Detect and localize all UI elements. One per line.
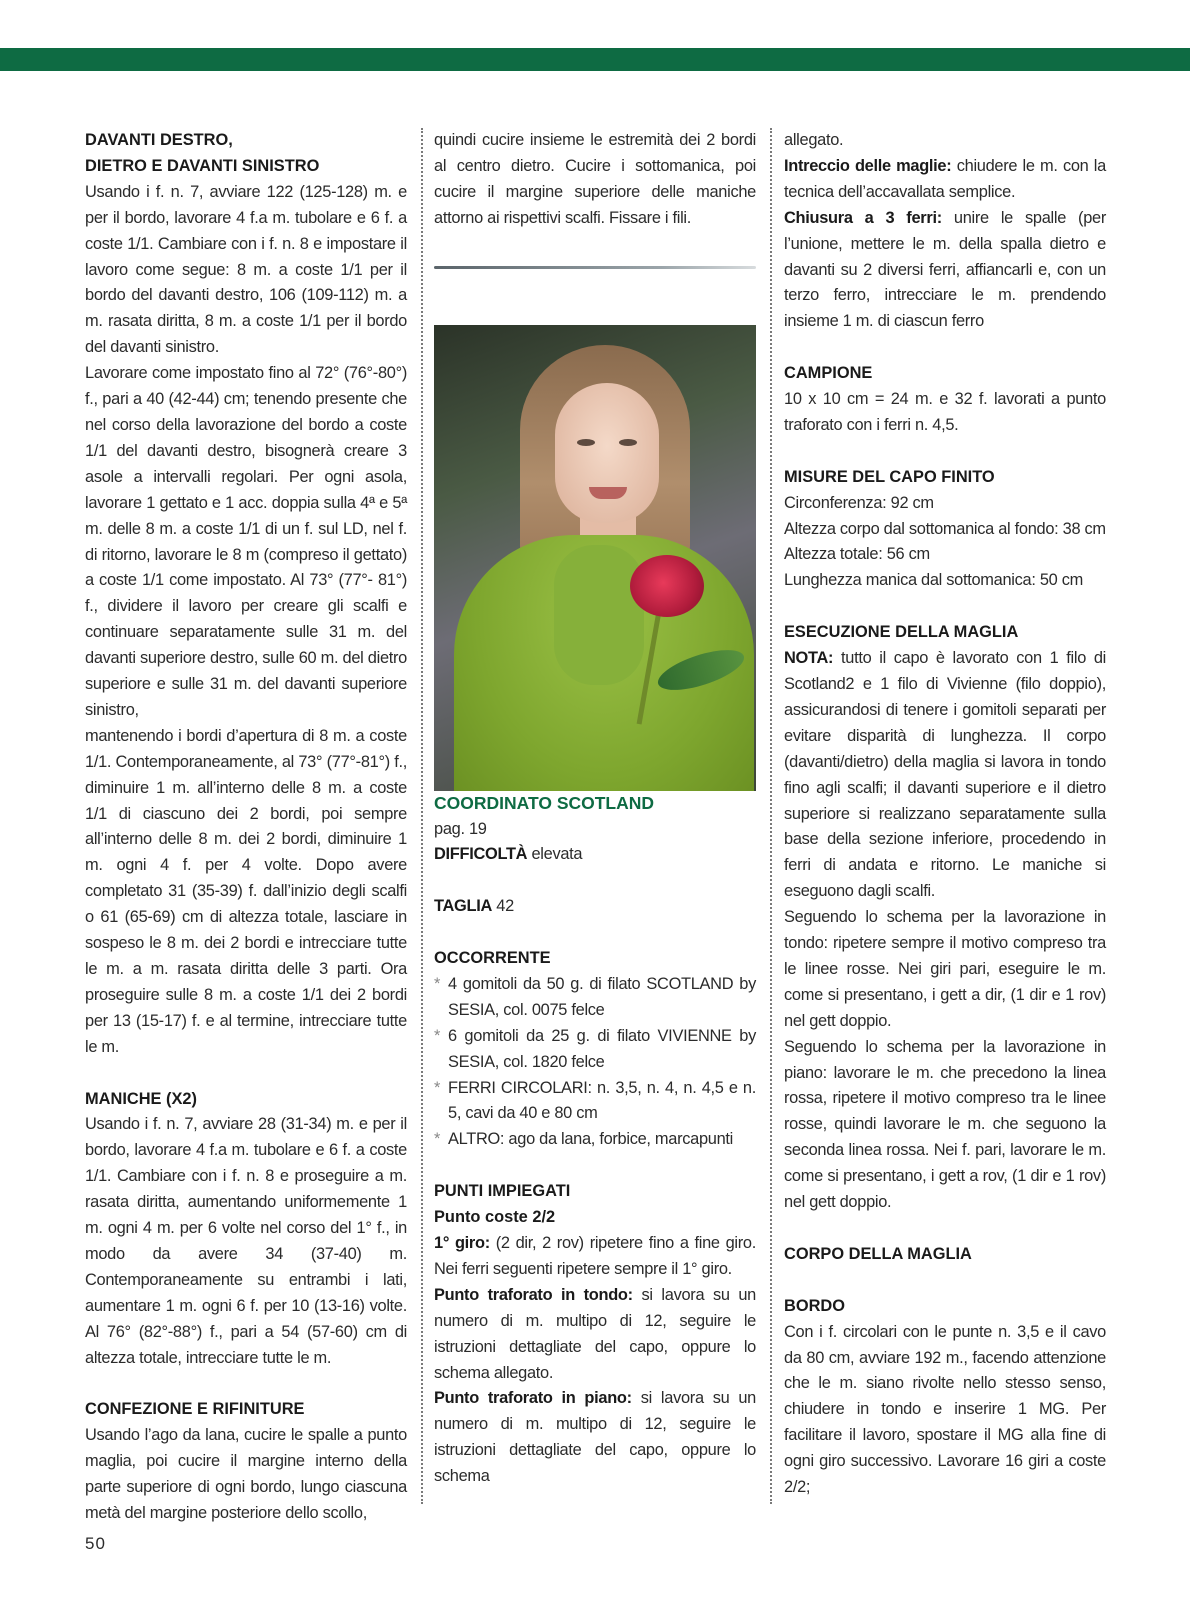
paragraph: mantenendo i bordi d’apertura di 8 m. a coste 1/1. Contemporaneamente, al 73° (77°-81°) f., diminuire 1 m. all’interno delle 8 m. a coste 1/1 di ciascuno dei 2 bordi, poi sempre all’interno delle 8 m. dei 2 bordi, diminuire 1 m. ogni 4 f. per 4 volte. Dopo avere completato 31 (35-39) f. dall’inizio degli scalfi o 61 (65-69) cm di altezza totale, lasciare in sospeso le 8 m. dei 2 bordi e intrecciare tutte le m. a m. rasata diritta delle 3 parti. Ora proseguire sulle 8 m. a coste 1/1 dei 2 bordi per 13 (15-17) f. e al termine, intrecciare tutte le m. bbox=[85, 726, 407, 1056]
column-1 bbox=[85, 128, 407, 1527]
paragraph: 10 x 10 cm = 24 m. e 32 f. lavorati a punto traforato con i ferri n. 4,5. bbox=[784, 390, 1106, 434]
section-heading: ESECUZIONE DELLA MAGLIA bbox=[784, 623, 1019, 642]
measurement: Altezza corpo dal sottomanica al fondo: 38 cm bbox=[784, 519, 1106, 538]
page-reference: pag. 19 bbox=[434, 819, 487, 838]
section-heading: OCCORRENTE bbox=[434, 949, 551, 968]
column-2 bbox=[434, 128, 756, 1490]
size-value: 42 bbox=[496, 897, 514, 916]
inline-text: (2 dir, 2 rov) ripetere fino a fine giro. Nei ferri seguenti ripetere sempre il 1° giro. bbox=[434, 1233, 756, 1278]
difficulty-label: DIFFICOLTÀ bbox=[434, 845, 528, 864]
inline-label: Intreccio delle maglie: bbox=[784, 156, 952, 175]
paragraph bbox=[784, 154, 1106, 206]
list-item: * FERRI CIRCOLARI: n. 3,5, n. 4, n. 4,5 e n. 5, cavi da 40 e 80 cm bbox=[434, 1076, 756, 1128]
section-heading: PUNTI IMPIEGATI bbox=[434, 1182, 571, 1201]
list-item: * 4 gomitoli da 50 g. di filato SCOTLAND by SESIA, col. 0075 felce bbox=[434, 972, 756, 1024]
paragraph: Con i f. circolari con le punte n. 3,5 e il cavo da 80 cm, avviare 192 m., facendo attenzione che le m. siano rivolte nello stesso senso, chiudere in tondo e inserire 1 MG. Per facilitare il lavoro, spostare il MG alla fine di ogni giro successivo. Lavorare 16 giri a coste 2/2; bbox=[784, 1322, 1106, 1497]
coordinate-title: COORDINATO SCOTLAND bbox=[434, 792, 655, 813]
measurement: Circonferenza: 92 cm bbox=[784, 493, 934, 512]
section-heading: DIETRO E DAVANTI SINISTRO bbox=[85, 156, 320, 175]
section-heading: MISURE DEL CAPO FINITO bbox=[784, 467, 995, 486]
list-item: * ALTRO: ago da lana, forbice, marcapunti bbox=[434, 1127, 756, 1153]
inline-label: NOTA: bbox=[784, 649, 834, 668]
sub-heading: Punto coste 2/2 bbox=[434, 1208, 556, 1227]
inline-text: unire le spalle (per l’unione, mettere le m. della spalla dietro e davanti su 2 diversi ferri, affiancarli e, con un terzo ferro, intrecciare le m. prendendo insieme 1 m. di ciascun ferro bbox=[784, 208, 1106, 331]
column-3 bbox=[784, 128, 1106, 1501]
section-heading: MANICHE (X2) bbox=[85, 1089, 198, 1108]
paragraph: allegato. bbox=[784, 131, 844, 149]
paragraph: Usando l’ago da lana, cucire le spalle a punto maglia, poi cucire il margine interno della parte superiore di ogni bordo, lungo ciascuna metà del margine posteriore dello scollo, bbox=[85, 1426, 407, 1522]
inline-label: Chiusura a 3 ferri: bbox=[784, 208, 942, 227]
section-heading: CORPO DELLA MAGLIA bbox=[784, 1244, 972, 1263]
section-heading: BORDO bbox=[784, 1296, 846, 1315]
paragraph: Seguendo lo schema per la lavorazione in piano: lavorare le m. che precedono la linea rossa, ripetere il motivo compreso tra le linee rosse, quindi lavorare le m. che seguono la seconda linea rossa. Nei f. pari, lavorare le m. come si presentano, i gett a rov, (1 dir e 1 rov) nel gett doppio. bbox=[784, 1037, 1106, 1212]
column-divider bbox=[770, 128, 772, 1504]
paragraph bbox=[434, 1231, 756, 1283]
inline-label: Punto traforato in piano: bbox=[434, 1389, 632, 1408]
inline-label: Punto traforato in tondo: bbox=[434, 1285, 633, 1304]
paragraph: Seguendo lo schema per la lavorazione in tondo: ripetere sempre il motivo compreso tra le linee rosse. Nei giri pari, eseguire le m. come si presentano, i gett a dir, (1 dir e 1 rov) nel gett doppio. bbox=[784, 908, 1106, 1030]
paragraph: Usando i f. n. 7, avviare 28 (31-34) m. e per il bordo, lavorare 4 f.a m. tubolare e 6 f. a coste 1/1. Cambiare con i f. n. 8 e proseguire a m. rasata diritta, aumentando uniformemente 1 m. ogni 4 m. per 6 volte nel corso del 1° f., in modo da avere 34 (37-40) m. Contemporaneamente su entrambi i lati, aumentare 1 m. ogni 6 f. per 10 (13-16) volte. Al 76° (82°-88°) f., pari a 54 (57-60) cm di altezza totale, intrecciare tutte le m. bbox=[85, 1115, 407, 1367]
difficulty-value: elevata bbox=[531, 845, 583, 864]
paragraph: quindi cucire insieme le estremità dei 2 bordi al centro dietro. Cucire i sottomanica, poi cucire il margine superiore delle maniche attorno ai rispettivi scalfi. Fissare i fili. bbox=[434, 131, 756, 227]
measurement: Lunghezza manica dal sottomanica: 50 cm bbox=[784, 571, 1083, 590]
materials-list bbox=[434, 972, 756, 1153]
paragraph bbox=[784, 206, 1106, 336]
column-divider bbox=[421, 128, 423, 1504]
horizontal-rule bbox=[434, 266, 756, 269]
flower-icon bbox=[630, 555, 704, 617]
measurement: Altezza totale: 56 cm bbox=[784, 545, 930, 564]
paragraph: Usando i f. n. 7, avviare 122 (125-128) m. e per il bordo, lavorare 4 f.a m. tubolare e 6 f. a coste 1/1. Cambiare con i f. n. 8 e impostare il lavoro come segue: 8 m. a coste 1/1 per il bordo del davanti destro, 106 (109-112) m. a m. rasata diritta, 8 m. a coste 1/1 per il bordo del davanti sinistro. bbox=[85, 182, 407, 357]
size-label: TAGLIA bbox=[434, 897, 492, 916]
inline-text: tutto il capo è lavorato con 1 filo di Scotland2 e 1 filo di Vivienne (filo doppio), assicurandosi di tenere i gomitoli separati per evitare disparità di lunghezza. Il corpo (davanti/dietro) della maglia si lavora in tondo fino agli scalfi; il davanti superiore e il dietro superiore si realizzano separatamente sulla base della sezione inferiore, procedendo in ferri di andata e ritorno. Le maniche si eseguono dagli scalfi. bbox=[784, 649, 1106, 901]
section-heading: CAMPIONE bbox=[784, 364, 873, 383]
page-number: 50 bbox=[85, 1534, 106, 1553]
inline-text: si lavora su un numero di m. multipo di 12, seguire le istruzioni dettagliate del capo, oppure lo schema bbox=[434, 1389, 756, 1486]
inline-label: 1° giro: bbox=[434, 1233, 490, 1252]
section-heading: CONFEZIONE E RIFINITURE bbox=[85, 1400, 305, 1419]
model-photo bbox=[434, 325, 756, 791]
size-line bbox=[434, 894, 756, 920]
paragraph bbox=[434, 1283, 756, 1387]
paragraph: Lavorare come impostato fino al 72° (76°-80°) f., pari a 40 (42-44) cm; tenendo presente che nel corso della lavorazione del bordo a coste 1/1 del davanti destro, bisognerà creare 3 asole a intervalli regolari. Per ogni asola, lavorare 1 gettato e 1 acc. doppia sulla 4ª e 5ª m. delle 8 m. a coste 1/1 di un f. sul LD, nel f. di ritorno, lavorare le 8 m (compreso il gettato) a coste 1/1 come impostato. Al 73° (77°- 81°) f., dividere il lavoro per creare gli scalfi e continuare separatamente sulle 31 m. del davanti superiore destro, sulle 60 m. del dietro superiore e sulle 31 m. del davanti superiore sinistro, bbox=[85, 364, 407, 719]
difficulty-line bbox=[434, 842, 756, 868]
list-item: * 6 gomitoli da 25 g. di filato VIVIENNE by SESIA, col. 1820 felce bbox=[434, 1024, 756, 1076]
header-bar bbox=[0, 48, 1190, 71]
paragraph bbox=[784, 646, 1106, 905]
section-heading: DAVANTI DESTRO, bbox=[85, 131, 233, 149]
inline-text: chiudere le m. con la tecnica dell’accavallata semplice. bbox=[784, 156, 1106, 201]
paragraph bbox=[434, 1386, 756, 1490]
inline-text: si lavora su un numero di m. multipo di 12, seguire le istruzioni dettagliate del capo, oppure lo schema allegato. bbox=[434, 1285, 756, 1382]
